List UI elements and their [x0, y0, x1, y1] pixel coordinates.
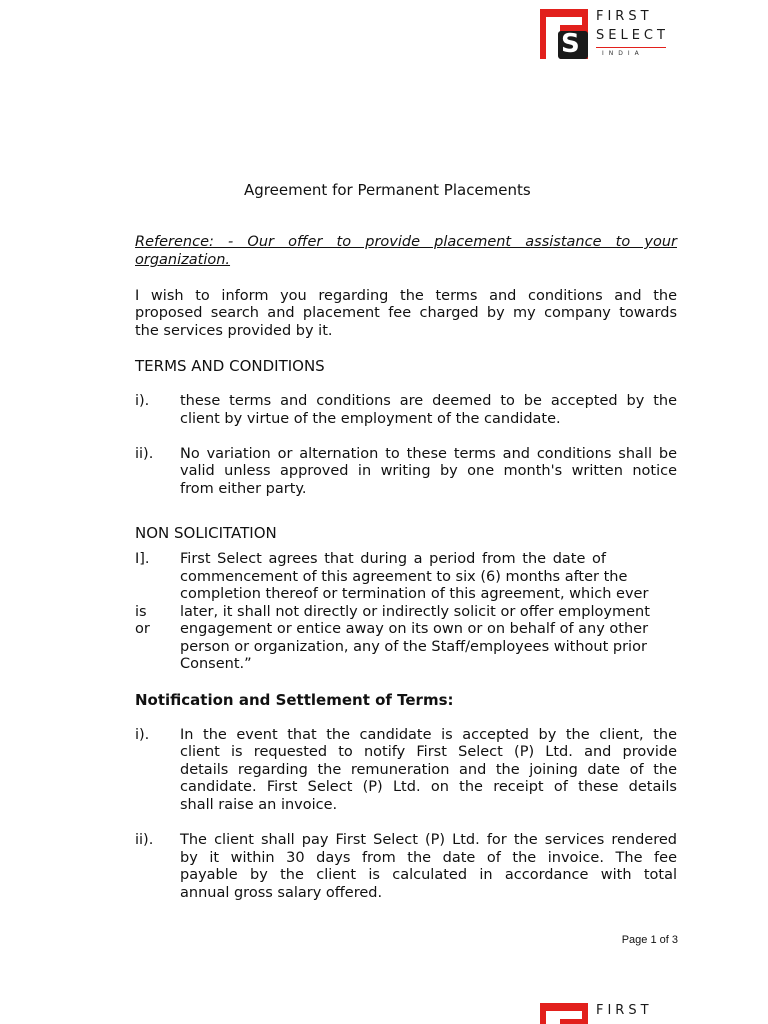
- reference-line-2: organization.: [135, 252, 231, 268]
- notification-item-1-line-5: shall raise an invoice.: [180, 797, 338, 813]
- nonsolicitation-line-3: completion thereof or termination of this agreement, which ever: [180, 586, 649, 602]
- terms-item-1-line-2: client by virtue of the employment of the candidate.: [180, 411, 561, 427]
- nonsolicitation-line-4: later, it shall not directly or indirectly solicit or offer employment: [180, 604, 650, 620]
- terms-heading: TERMS AND CONDITIONS: [135, 357, 325, 375]
- notification-item-1-line-1: In the event that the candidate is accepted by the client, the: [180, 727, 677, 743]
- nonsolicitation-line-6: person or organization, any of the Staff/employees without prior: [180, 639, 647, 655]
- nonsolicitation-line-1: First Select agrees that during a period from the date of: [180, 551, 606, 567]
- document-title: Agreement for Permanent Placements: [244, 181, 531, 199]
- nonsolicitation-margin-word-2: or: [135, 621, 150, 637]
- intro-line-2: proposed search and placement fee charged by my company towards: [135, 305, 677, 321]
- company-logo: S FIRST SELECT INDIA: [540, 9, 670, 61]
- notification-heading: Notification and Settlement of Terms:: [135, 691, 454, 709]
- terms-item-2-number: ii).: [135, 446, 154, 462]
- nonsolicitation-line-2: commencement of this agreement to six (6) months after the: [180, 569, 628, 585]
- notification-item-2-line-4: annual gross salary offered.: [180, 885, 383, 901]
- page-number: Page 1 of 3: [621, 934, 678, 946]
- notification-item-2-line-2: by it within 30 days from the date of the invoice. The fee: [180, 850, 677, 866]
- notification-item-1-line-3: details regarding the remuneration and the joining date of the: [180, 762, 677, 778]
- logo-word-select: SELECT: [596, 28, 669, 43]
- nonsolicitation-line-7: Consent.”: [180, 656, 252, 672]
- notification-item-2-number: ii).: [135, 832, 154, 848]
- nonsolicitation-number: I].: [135, 551, 150, 567]
- terms-item-2-line-3: from either party.: [180, 481, 307, 497]
- notification-item-2-line-3: payable by the client is calculated in accordance with total: [180, 867, 677, 883]
- terms-item-2-line-1: No variation or alternation to these terms and conditions shall be: [180, 446, 677, 462]
- logo-word-first: FIRST: [596, 9, 653, 24]
- intro-line-3: the services provided by it.: [135, 323, 333, 339]
- notification-item-2-line-1: The client shall pay First Select (P) Ltd. for the services rendered: [180, 832, 677, 848]
- nonsolicitation-line-5: engagement or entice away on its own or on behalf of any other: [180, 621, 649, 637]
- notification-item-1-number: i).: [135, 727, 150, 743]
- nonsolicitation-heading: NON SOLICITATION: [135, 524, 277, 542]
- logo-word-india: INDIA: [602, 50, 644, 57]
- terms-item-1-number: i).: [135, 393, 150, 409]
- footer-logo: [540, 1003, 670, 1024]
- terms-item-1-line-1: these terms and conditions are deemed to be accepted by the: [180, 393, 677, 409]
- reference-line-1: Reference: - Our offer to provide placement assistance to your: [135, 234, 677, 250]
- terms-item-2-line-2: valid unless approved in writing by one month's written notice: [180, 463, 677, 479]
- notification-item-1-line-4: candidate. First Select (P) Ltd. on the receipt of these details: [180, 779, 677, 795]
- footer-logo-word-first: FIRST: [596, 1003, 653, 1018]
- nonsolicitation-margin-word-1: is: [135, 604, 147, 620]
- intro-line-1: I wish to inform you regarding the terms and conditions and the: [135, 288, 677, 304]
- notification-item-1-line-2: client is requested to notify First Select (P) Ltd. and provide: [180, 744, 677, 760]
